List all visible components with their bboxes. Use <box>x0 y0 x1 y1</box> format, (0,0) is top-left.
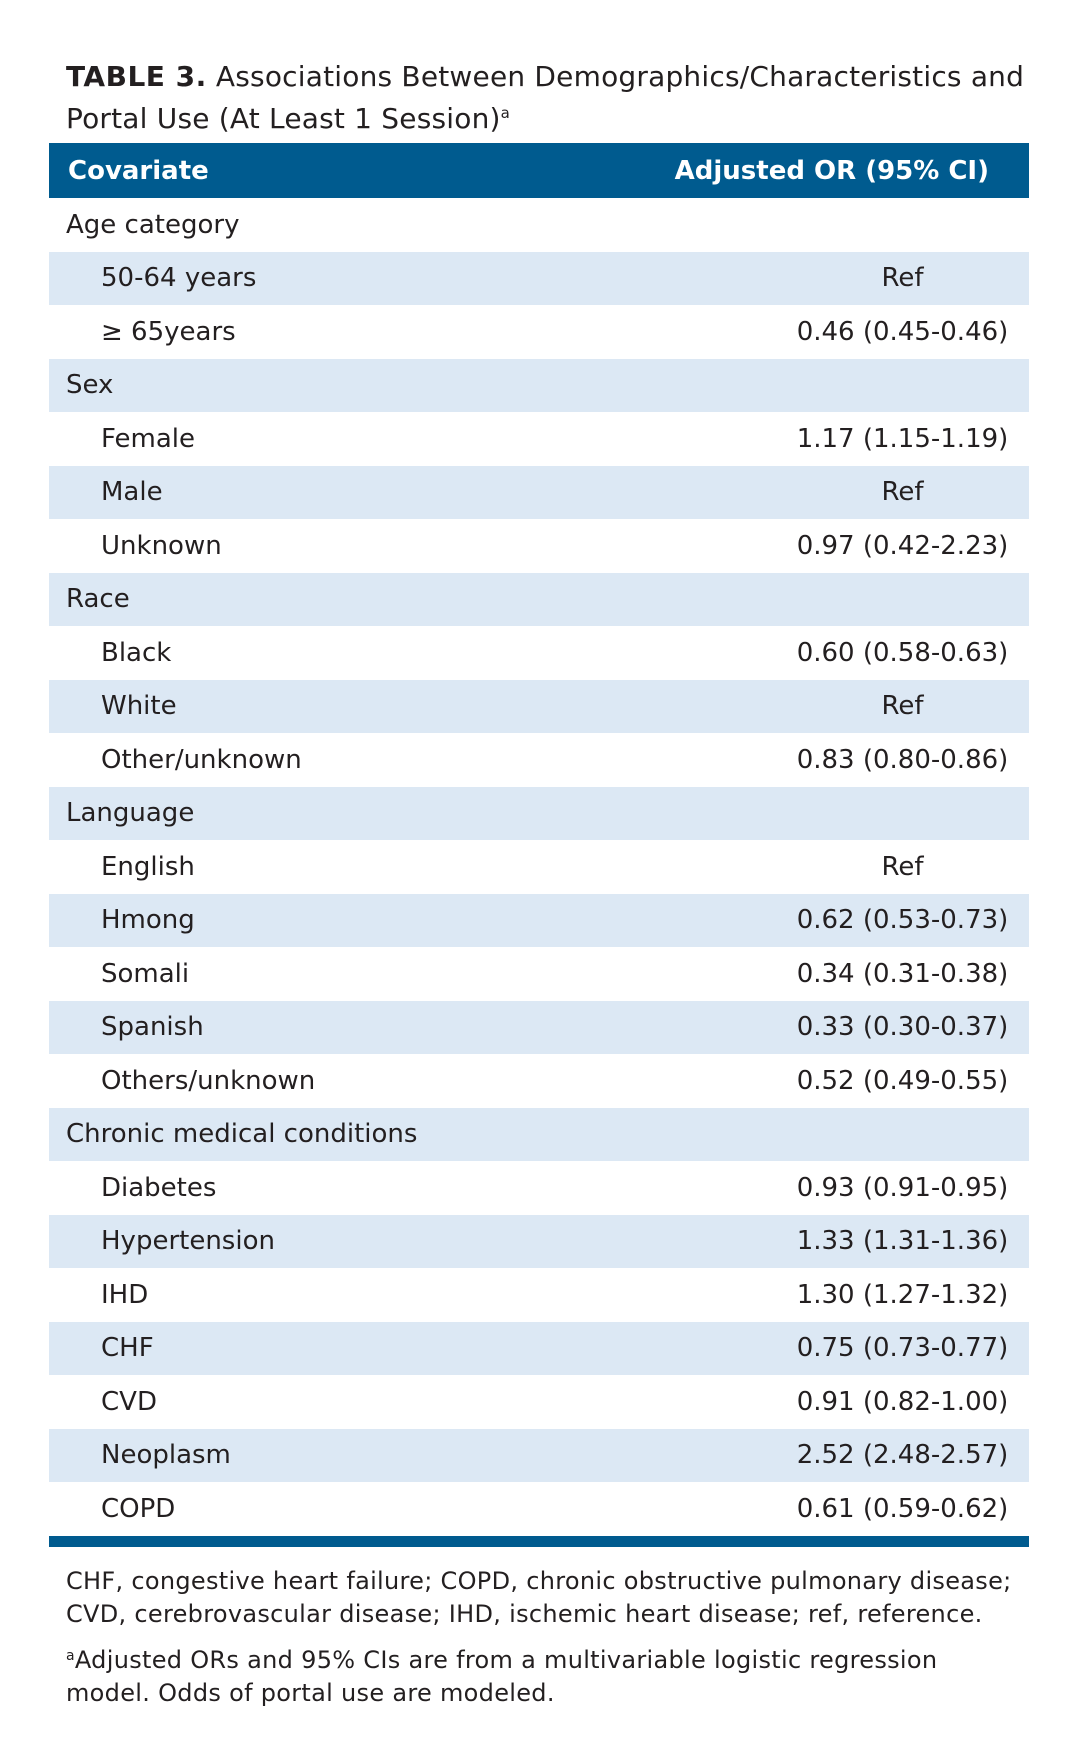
odds-ratio-cell: Ref <box>881 691 924 722</box>
covariate-cell: Age category <box>66 209 240 240</box>
table-row <box>49 733 1029 787</box>
table-row <box>49 1429 1029 1483</box>
odds-ratio-cell: 0.75 (0.73-0.77) <box>796 1333 1009 1364</box>
table-header <box>49 143 1029 198</box>
title-footnote-marker: a <box>500 104 511 122</box>
table-section-row <box>49 787 1029 841</box>
covariate-cell: Somali <box>101 958 190 989</box>
covariate-cell: Unknown <box>101 530 222 561</box>
odds-ratio-cell: 1.17 (1.15-1.19) <box>796 423 1009 454</box>
odds-ratio-cell: 0.62 (0.53-0.73) <box>796 905 1009 936</box>
covariate-cell: Sex <box>66 370 114 401</box>
table-row <box>49 412 1029 466</box>
data-table <box>49 143 1029 1547</box>
odds-ratio-cell: Ref <box>881 477 924 508</box>
covariate-cell: COPD <box>101 1493 176 1524</box>
table-row <box>49 1375 1029 1429</box>
odds-ratio-cell: 0.52 (0.49-0.55) <box>796 1065 1009 1096</box>
table-row <box>49 626 1029 680</box>
table-row <box>49 519 1029 573</box>
odds-ratio-cell: 1.33 (1.31-1.36) <box>796 1226 1009 1257</box>
footnote-marker: a <box>66 1648 75 1664</box>
table-row <box>49 894 1029 948</box>
covariate-cell: CVD <box>101 1386 157 1417</box>
table-row <box>49 1054 1029 1108</box>
covariate-cell: Hypertension <box>101 1226 275 1257</box>
table-bottom-rule <box>49 1536 1029 1547</box>
odds-ratio-cell: 0.83 (0.80-0.86) <box>796 744 1009 775</box>
table-row <box>49 1322 1029 1376</box>
covariate-cell: Female <box>101 423 196 454</box>
covariate-cell: Diabetes <box>101 1172 217 1203</box>
covariate-cell: Spanish <box>101 1012 204 1043</box>
covariate-cell: CHF <box>101 1333 154 1364</box>
header-adjusted-or: Adjusted OR (95% CI) <box>674 155 989 186</box>
odds-ratio-cell: Ref <box>881 851 924 882</box>
covariate-cell: Other/unknown <box>101 744 302 775</box>
footnote <box>66 1640 1026 1710</box>
table-row <box>49 1001 1029 1055</box>
odds-ratio-cell: 0.61 (0.59-0.62) <box>796 1493 1009 1524</box>
table-section-row <box>49 359 1029 413</box>
table-section-row <box>49 1108 1029 1162</box>
abbreviations-note: CHF, congestive heart failure; COPD, chronic obstructive pulmonary disease; CVD, cerebrovascular disease; IHD, ischemic heart disease; ref, reference. <box>66 1567 1012 1628</box>
covariate-cell: White <box>101 691 177 722</box>
covariate-cell: English <box>101 851 195 882</box>
table-row <box>49 840 1029 894</box>
odds-ratio-cell: 0.93 (0.91-0.95) <box>796 1172 1009 1203</box>
odds-ratio-cell: 0.60 (0.58-0.63) <box>796 637 1009 668</box>
covariate-cell: Black <box>101 637 172 668</box>
odds-ratio-cell: Ref <box>881 263 924 294</box>
table-row <box>49 466 1029 520</box>
covariate-cell: Language <box>66 798 195 829</box>
odds-ratio-cell: 0.34 (0.31-0.38) <box>796 958 1009 989</box>
table-row <box>49 1482 1029 1536</box>
covariate-cell: Male <box>101 477 163 508</box>
table-body <box>49 198 1029 1536</box>
odds-ratio-cell: 1.30 (1.27-1.32) <box>796 1279 1009 1310</box>
odds-ratio-cell: 2.52 (2.48-2.57) <box>796 1440 1009 1471</box>
covariate-cell: Neoplasm <box>101 1440 231 1471</box>
table-section-row <box>49 573 1029 627</box>
footnote-text: Adjusted ORs and 95% CIs are from a multivariable logistic regression model. Odds of portal use are modeled. <box>66 1646 938 1707</box>
odds-ratio-cell: 0.91 (0.82-1.00) <box>796 1386 1009 1417</box>
odds-ratio-cell: 0.97 (0.42-2.23) <box>796 530 1009 561</box>
covariate-cell: Chronic medical conditions <box>66 1119 418 1150</box>
table-row <box>49 680 1029 734</box>
table-label: TABLE 3. <box>66 60 207 93</box>
odds-ratio-cell: 0.33 (0.30-0.37) <box>796 1012 1009 1043</box>
covariate-cell: Others/unknown <box>101 1065 316 1096</box>
table-row <box>49 1268 1029 1322</box>
covariate-cell: Race <box>66 584 130 615</box>
covariate-cell: 50-64 years <box>101 263 257 294</box>
table-title-text: Associations Between Demographics/Characteristics and Portal Use (At Least 1 Session) <box>66 60 1025 135</box>
odds-ratio-cell: 0.46 (0.45-0.46) <box>796 316 1009 347</box>
table-row <box>49 252 1029 306</box>
table-notes <box>66 1565 1026 1719</box>
covariate-cell: IHD <box>101 1279 149 1310</box>
table-row <box>49 1215 1029 1269</box>
covariate-cell: Hmong <box>101 905 195 936</box>
covariate-cell: ≥ 65years <box>101 316 236 347</box>
header-covariate: Covariate <box>68 155 209 186</box>
table-title <box>66 58 1026 137</box>
table-section-row <box>49 198 1029 252</box>
table-row <box>49 305 1029 359</box>
table-row <box>49 947 1029 1001</box>
table-row <box>49 1161 1029 1215</box>
